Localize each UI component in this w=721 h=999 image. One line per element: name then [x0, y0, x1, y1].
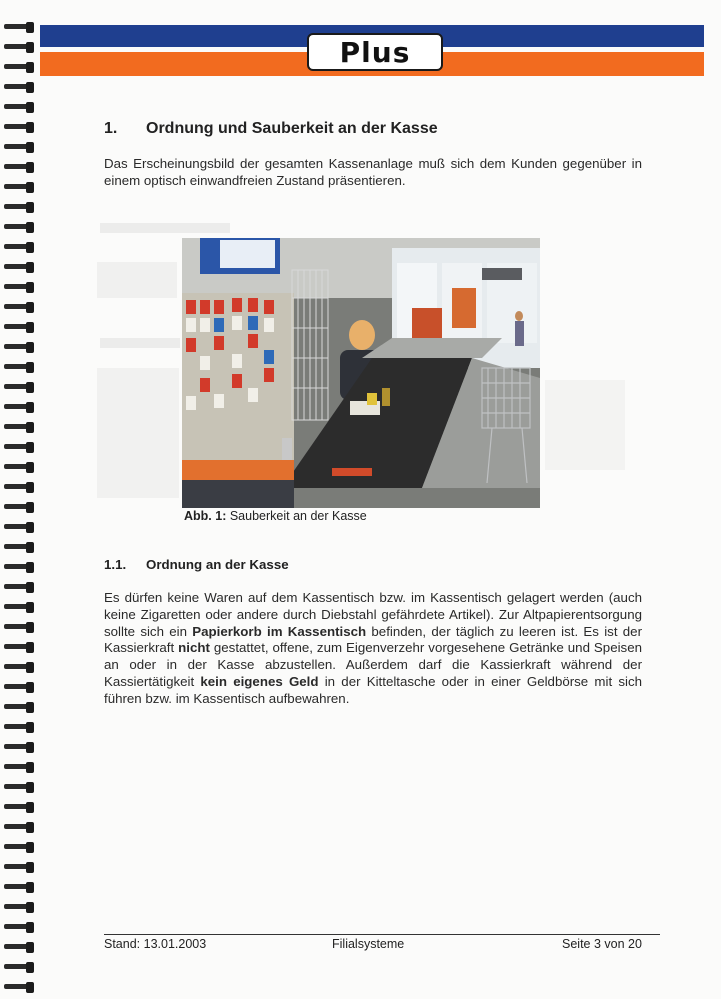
binding-ring — [4, 962, 34, 974]
binding-ring — [4, 242, 34, 254]
binding-ring — [4, 62, 34, 74]
binding-ring — [4, 682, 34, 694]
binding-ring — [4, 602, 34, 614]
binding-ring — [4, 462, 34, 474]
body-emphasis: nicht — [178, 640, 210, 656]
binding-ring — [4, 162, 34, 174]
binding-ring — [4, 122, 34, 134]
checkout-photo — [182, 238, 540, 508]
binding-ring — [4, 102, 34, 114]
binding-ring — [4, 842, 34, 854]
binding-ring — [4, 202, 34, 214]
binding-ring — [4, 722, 34, 734]
subsection-number: 1.1. — [104, 557, 127, 572]
binding-ring — [4, 42, 34, 54]
footer-rule — [104, 934, 660, 935]
body-text: in der Kitteltasche oder in einer Geldbörse mit sich führen bzw. im Kassentisch aufbewahren. — [104, 673, 643, 706]
binding-ring — [4, 642, 34, 654]
body-text: befinden, der täglich zu leeren ist. Es ist der Kassierkraft — [104, 623, 642, 656]
binding-ring — [4, 942, 34, 954]
show-through-mark — [100, 223, 230, 233]
figure-caption-text: Sauberkeit an der Kasse — [229, 509, 367, 523]
section-title: Ordnung und Sauberkeit an der Kasse — [146, 120, 438, 137]
binding-ring — [4, 502, 34, 514]
binding-ring — [4, 802, 34, 814]
binding-ring — [4, 482, 34, 494]
section-heading — [104, 120, 438, 138]
binding-ring — [4, 522, 34, 534]
binding-ring — [4, 582, 34, 594]
binding-ring — [4, 762, 34, 774]
binding-ring — [4, 702, 34, 714]
show-through-mark — [545, 380, 625, 470]
binding-ring — [4, 742, 34, 754]
intro-paragraph: Das Erscheinungsbild der gesamten Kassenanlage muß sich dem Kunden gegenüber in einem optisch einwandfreien Zustand präsentieren. — [104, 156, 642, 188]
binding-ring — [4, 662, 34, 674]
plus-logo — [307, 33, 443, 71]
binding-ring — [4, 142, 34, 154]
binding-ring — [4, 902, 34, 914]
binding-ring — [4, 302, 34, 314]
footer-date: Stand: 13.01.2003 — [104, 937, 207, 951]
section-number: 1. — [104, 120, 118, 137]
binding-ring — [4, 322, 34, 334]
binding-ring — [4, 262, 34, 274]
body-emphasis: Papierkorb im Kassentisch — [192, 623, 367, 639]
spiral-binding — [0, 0, 40, 999]
binding-ring — [4, 402, 34, 414]
show-through-mark — [97, 368, 179, 498]
binding-ring — [4, 362, 34, 374]
logo-text: Plus — [339, 35, 411, 69]
binding-ring — [4, 622, 34, 634]
body-emphasis: kein eigenes Geld — [200, 673, 319, 689]
binding-ring — [4, 82, 34, 94]
binding-ring — [4, 222, 34, 234]
binding-ring — [4, 442, 34, 454]
binding-ring — [4, 342, 34, 354]
body-text: gestattet, offene, zum Eigenverzehr vorgesehene Getränke und Speisen an oder in der Kasse abzustellen. Außerdem darf die Kassierkraft während der Kassiertätigkeit — [104, 640, 642, 689]
subsection-title: Ordnung an der Kasse — [146, 557, 289, 572]
binding-ring — [4, 922, 34, 934]
show-through-mark — [100, 338, 180, 348]
binding-ring — [4, 382, 34, 394]
figure-label: Abb. 1: — [184, 509, 227, 523]
binding-ring — [4, 542, 34, 554]
binding-ring — [4, 562, 34, 574]
show-through-mark — [97, 262, 177, 298]
binding-ring — [4, 882, 34, 894]
binding-ring — [4, 782, 34, 794]
binding-ring — [4, 182, 34, 194]
subsection-heading — [104, 557, 289, 572]
binding-ring — [4, 982, 34, 994]
binding-ring — [4, 282, 34, 294]
binding-ring — [4, 422, 34, 434]
footer-center: Filialsysteme — [332, 937, 405, 951]
binding-ring — [4, 862, 34, 874]
figure-caption — [184, 509, 367, 523]
body-text: Es dürfen keine Waren auf dem Kassentisch bzw. im Kassentisch gelagert werden (auch keine Zigaretten oder andere durch Diebstahl gefährdete Artikel). Zur Altpapierentsorgung sollte sich ein — [104, 590, 642, 639]
body-paragraph — [104, 590, 642, 708]
binding-ring — [4, 22, 34, 34]
footer-page-number: Seite 3 von 20 — [562, 937, 642, 951]
binding-ring — [4, 822, 34, 834]
